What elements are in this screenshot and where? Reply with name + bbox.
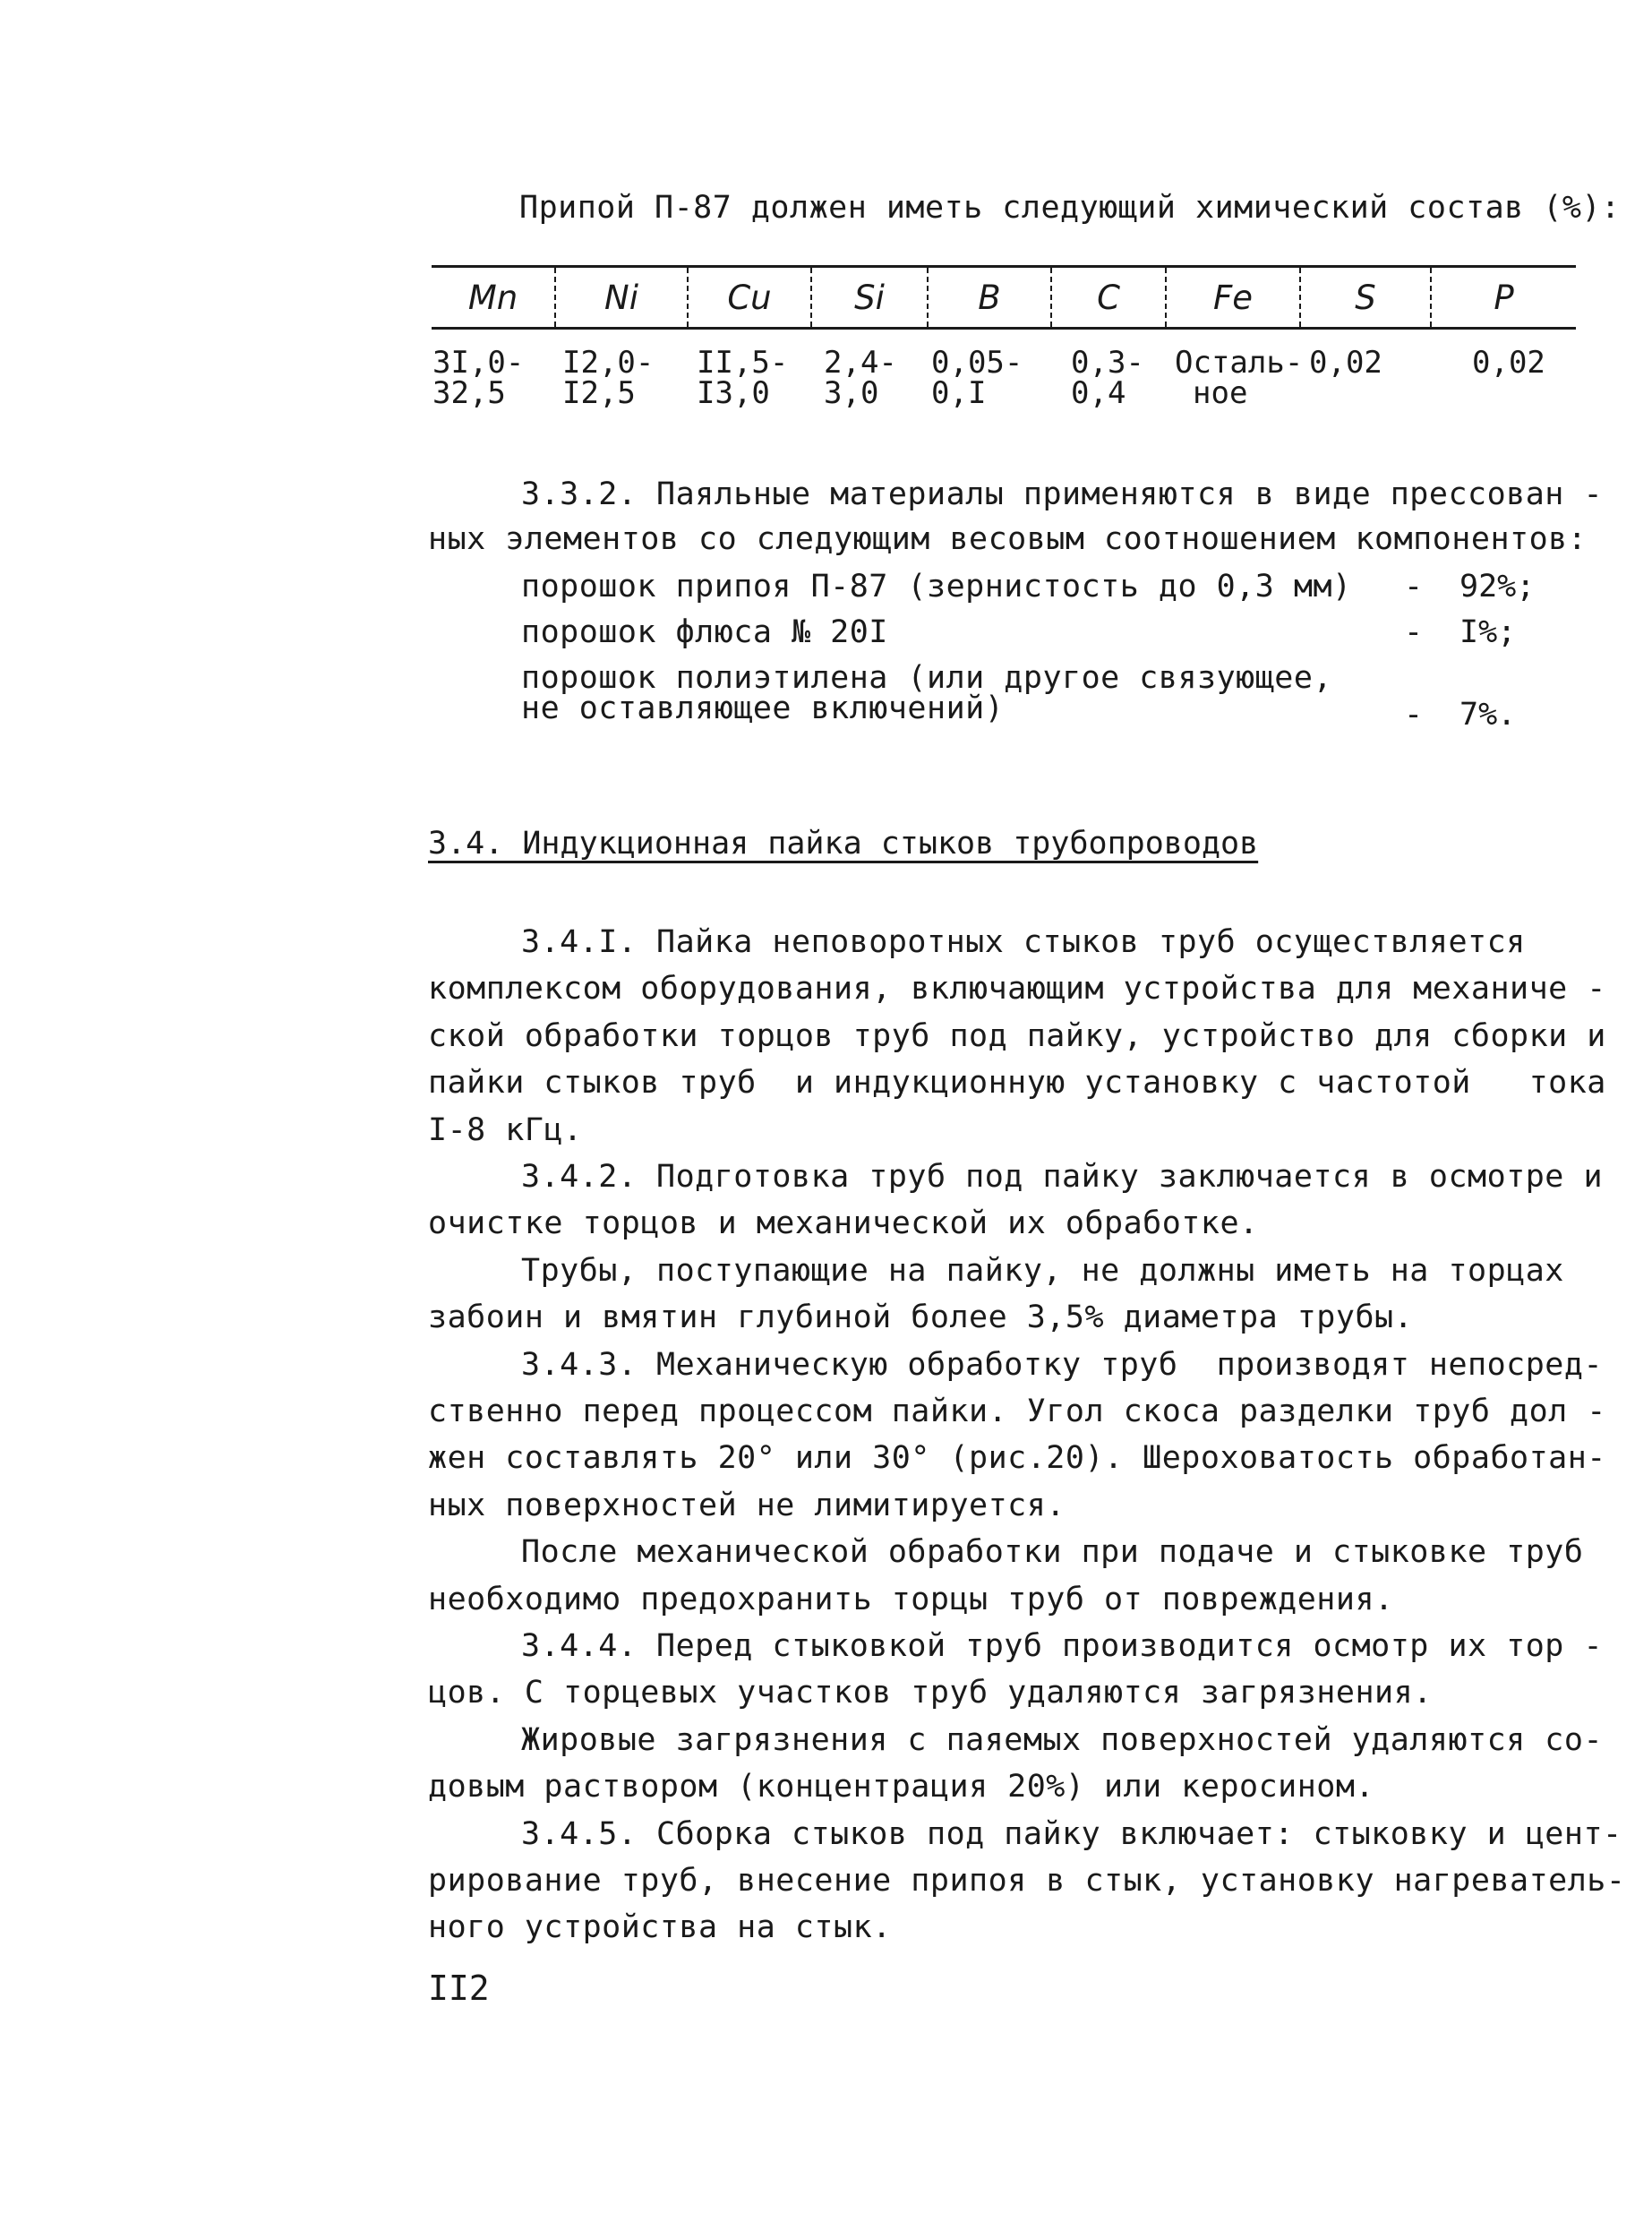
header-p: P xyxy=(1431,267,1576,329)
component-1-value: 92%; xyxy=(1459,569,1536,605)
component-2-dash: - xyxy=(1404,614,1424,650)
paragraph-3-3-2-line1: 3.3.2. Паяльные материалы применяются в виде прессован - xyxy=(521,476,1604,512)
body-line: После механической обработки при подаче и стыковке труб xyxy=(521,1534,1584,1570)
body-line: Трубы, поступающие на пайку, не должны иметь на торцах xyxy=(521,1253,1564,1289)
cell-si: 2,4- 3,0 xyxy=(824,345,897,411)
body-line: Жировые загрязнения с паяемых поверхностей удаляются со- xyxy=(521,1722,1604,1758)
header-si: Si xyxy=(811,267,928,329)
body-line: 3.4.5. Сборка стыков под пайку включает: стыковку и цент- xyxy=(521,1816,1622,1852)
body-line: 3.4.3. Механическую обработку труб производят непосред- xyxy=(521,1347,1604,1383)
body-line: ных поверхностей не лимитируется. xyxy=(428,1488,1066,1523)
component-3-dash: - xyxy=(1404,697,1424,733)
body-line: необходимо предохранить торцы труб от повреждения. xyxy=(428,1582,1394,1617)
body-line: цов. С торцевых участков труб удаляются загрязнения. xyxy=(428,1675,1433,1711)
cell-b: 0,05- 0,I xyxy=(931,345,1023,411)
header-ni: Ni xyxy=(555,267,688,329)
body-line: рирование труб, внесение припоя в стык, установку нагреватель- xyxy=(428,1863,1626,1899)
header-fe: Fe xyxy=(1166,267,1300,329)
body-line: 3.4.4. Перед стыковкой труб производится осмотр их тор - xyxy=(521,1628,1604,1664)
body-line: довым раствором (концентрация 20%) или керосином. xyxy=(428,1769,1375,1805)
cell-ni: I2,0- I2,5 xyxy=(562,345,655,411)
composition-table-wrap xyxy=(432,265,1576,409)
cell-mn: 3I,0- 32,5 xyxy=(432,345,525,411)
table-row xyxy=(432,329,1576,410)
cell-c: 0,3- 0,4 xyxy=(1071,345,1144,411)
component-2-name: порошок флюса № 20I xyxy=(521,614,888,650)
body-line: I-8 кГц. xyxy=(428,1112,583,1148)
composition-table xyxy=(432,265,1576,409)
header-c: C xyxy=(1051,267,1166,329)
header-cu: Cu xyxy=(688,267,811,329)
component-3-name-cont: не оставляющее включений) xyxy=(521,690,1005,726)
intro-line: Припой П-87 должен иметь следующий химический состав (%): xyxy=(519,190,1621,226)
header-s: S xyxy=(1300,267,1431,329)
header-b: B xyxy=(928,267,1051,329)
cell-p: 0,02 xyxy=(1472,345,1545,381)
table-header-row xyxy=(432,267,1576,329)
body-line: комплексом оборудования, включающим устройства для механиче - xyxy=(428,971,1606,1007)
body-line: пайки стыков труб и индукционную установку с частотой тока xyxy=(428,1065,1606,1101)
body-line: ного устройства на стык. xyxy=(428,1909,892,1945)
component-3-name: порошок полиэтилена (или другое связующее, xyxy=(521,660,1333,696)
component-1-dash: - xyxy=(1404,569,1424,605)
body-line: жен составлять 20° или 30° (рис.20). Шероховатость обработан- xyxy=(428,1440,1606,1476)
paragraph-3-3-2-line2: ных элементов со следующим весовым соотношением компонентов: xyxy=(428,521,1588,557)
component-2-value: I%; xyxy=(1459,614,1517,650)
body-line: 3.4.I. Пайка неповоротных стыков труб осуществляется xyxy=(521,924,1526,960)
cell-s: 0,02 xyxy=(1309,345,1382,381)
body-line: ской обработки торцов труб под пайку, устройство для сборки и xyxy=(428,1018,1606,1054)
body-line: 3.4.2. Подготовка труб под пайку заключается в осмотре и xyxy=(521,1159,1604,1195)
component-1-name: порошок припоя П-87 (зернистость до 0,3 мм) xyxy=(521,569,1352,605)
body-line: ственно перед процессом пайки. Угол скоса разделки труб дол - xyxy=(428,1394,1606,1429)
body-line: очистке торцов и механической их обработке. xyxy=(428,1205,1259,1241)
section-heading: 3.4. Индукционная пайка стыков трубопроводов xyxy=(428,826,1259,862)
cell-fe: Осталь- ное xyxy=(1175,345,1304,411)
page-number: II2 xyxy=(428,1968,490,2008)
body-line: забоин и вмятин глубиной более 3,5% диаметра трубы. xyxy=(428,1299,1414,1335)
cell-cu: II,5- I3,0 xyxy=(697,345,789,411)
component-3-value: 7%. xyxy=(1459,697,1517,733)
header-mn: Mn xyxy=(432,267,555,329)
